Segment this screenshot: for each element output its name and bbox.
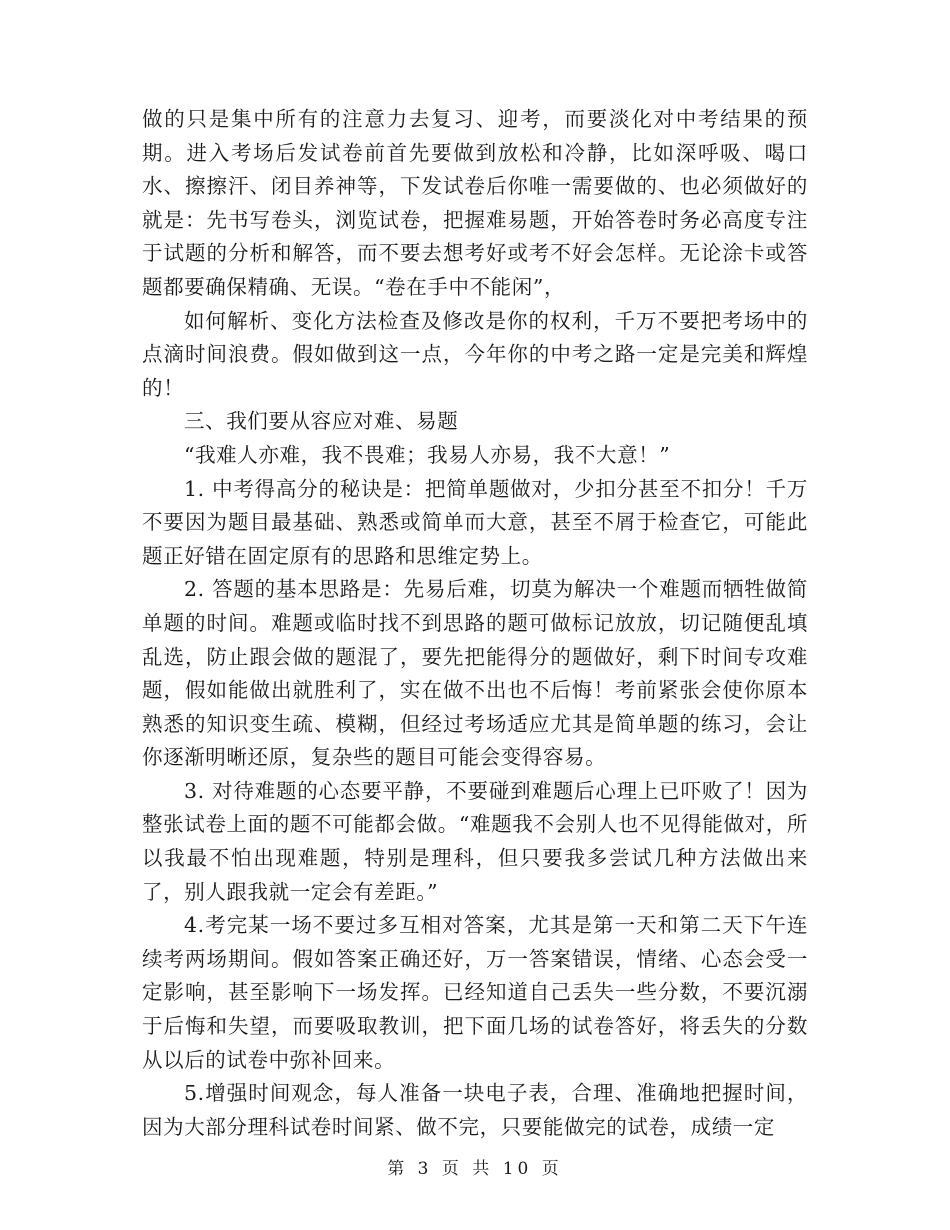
list-item: 5.增强时间观念，每人准备一块电子表，合理、准确地把握时间，因为大部分理科试卷时间紧、做不完，只要能做完的试卷，成绩一定: [142, 1081, 808, 1139]
paragraph: 如何解析、变化方法检查及修改是你的权利，千万不要把考场中的点滴时间浪费。假如做到这一点，今年你的中考之路一定是完美和辉煌的！: [142, 308, 808, 400]
list-item: 2. 答题的基本思路是：先易后难，切莫为解决一个难题而牺牲做简单题的时间。难题或临时找不到思路的题可做标记放放，切记随便乱填乱选，防止跟会做的题混了，要先把能得分的题做好，剩下时间专攻难题，假如能做出就胜利了，实在做不出也不后悔！考前紧张会使你原本熟悉的知识变生疏、模糊，但经过考场适应尤其是简单题的练习，会让你逐渐明晰还原，复杂些的题目可能会变得容易。: [142, 577, 808, 770]
document-body: [142, 103, 808, 1144]
list-item: 1. 中考得高分的秘诀是：把简单题做对，少扣分甚至不扣分！千万不要因为题目最基础、熟悉或简单而大意，甚至不屑于检查它，可能此题正好错在固定原有的思路和思维定势上。: [142, 476, 808, 568]
quote-line: “我难人亦难，我不畏难；我易人亦易，我不大意！”: [184, 442, 671, 467]
list-item: 3. 对待难题的心态要平静，不要碰到难题后心理上已吓败了！因为整张试卷上面的题不可能都会做。“难题我不会别人也不见得能做对，所以我最不怕出现难题，特别是理科，但只要我多尝试几种方法做出来了，别人跟我就一定会有差距。”: [142, 778, 808, 904]
section-heading: 三、我们要从容应对难、易题: [184, 409, 459, 434]
list-item: 4.考完某一场不要过多互相对答案，尤其是第一天和第二天下午连续考两场期间。假如答案正确还好，万一答案错误，情绪、心态会受一定影响，甚至影响下一场发挥。已经知道自己丢失一些分数，不要沉溺于后悔和失望，而要吸取教训，把下面几场的试卷答好，将丢失的分数从以后的试卷中弥补回来。: [142, 913, 808, 1072]
page-number-footer: 第 3 页 共 10 页: [387, 1159, 563, 1179]
paragraph: 做的只是集中所有的注意力去复习、迎考，而要淡化对中考结果的预期。进入考场后发试卷前首先要做到放松和冷静，比如深呼吸、喝口水、擦擦汗、闭目养神等，下发试卷后你唯一需要做的、也必须做好的就是：先书写卷头，浏览试卷，把握难易题，开始答卷时务必高度专注于试题的分析和解答，而不要去想考好或考不好会怎样。无论涂卡或答题都要确保精确、无误。“卷在手中不能闲”，: [142, 107, 808, 299]
